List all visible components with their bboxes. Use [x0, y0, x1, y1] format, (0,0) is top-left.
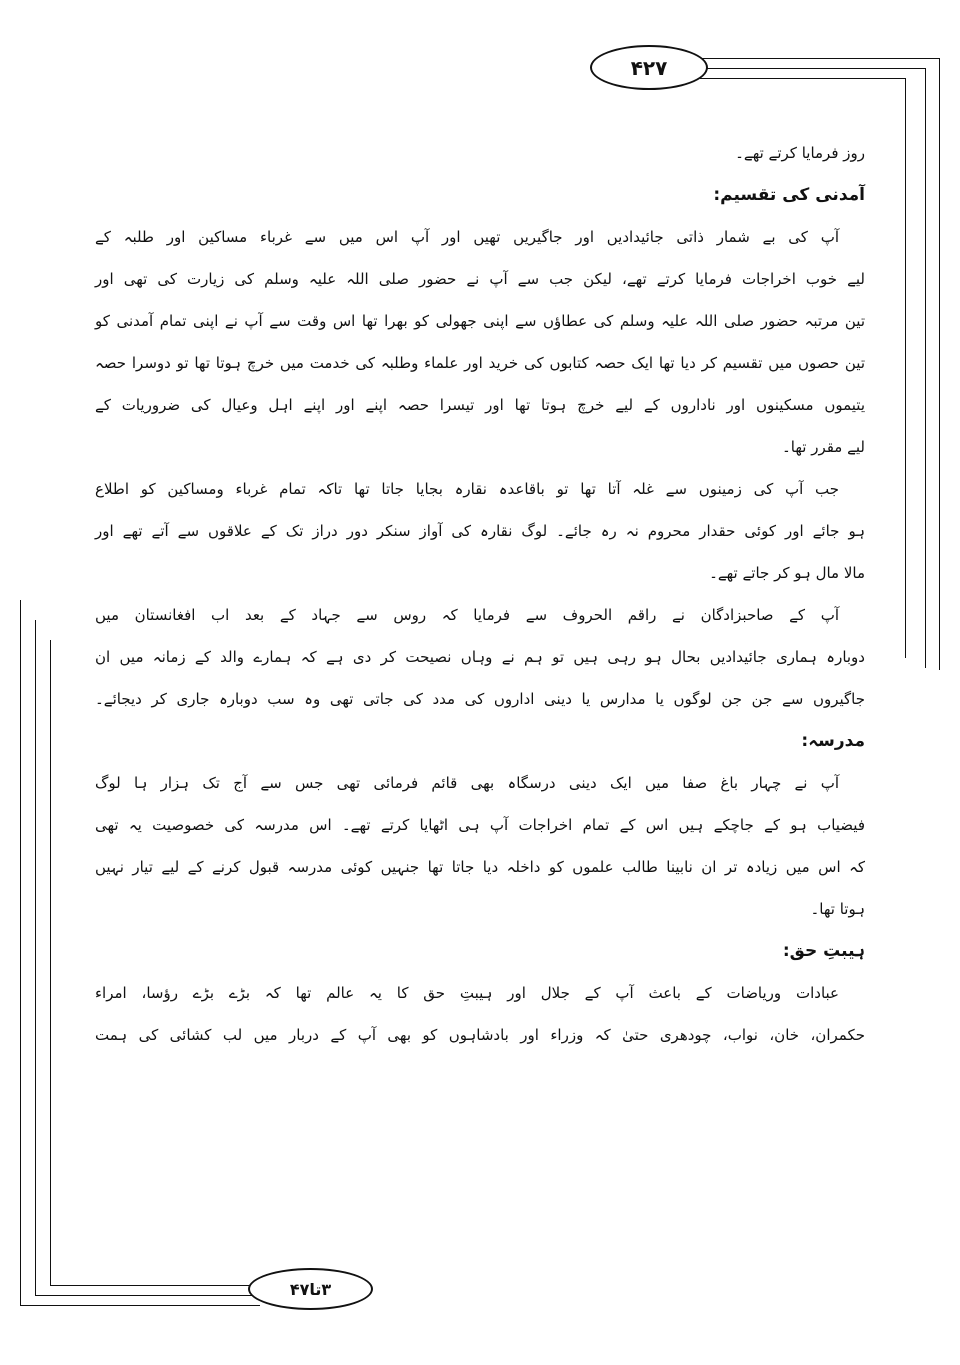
text-line: جب آپ کی زمینوں سے غلہ آتا تھا تو باقاعدہ نقارہ بجایا جاتا تھا تاکہ تمام غرباء ومساکین کو اطلاع [95, 480, 839, 498]
section-heading: آمدنی کی تقسیم: [713, 185, 865, 205]
document-body [95, 132, 865, 1056]
text-line: تین حصوں میں تقسیم کر دیا تھا ایک حصہ کتابوں کی خرید اور علماء وطلبہ کی خدمت میں خرچ ہوتا تھا تو دوسرا حصہ [95, 354, 865, 372]
text-line: آپ کے صاحبزادگان نے راقم الحروف سے فرمایا کہ روس سے جہاد کے بعد اب افغانستان میں [95, 606, 839, 624]
text-line: دوبارہ ہماری جائیدادیں بحال ہو رہی ہیں تو ہم نے وہاں نصیحت کر دی ہے کہ ہمارے والد کے زمانہ میں ان [95, 648, 865, 666]
text-line: لیے خوب اخراجات فرمایا کرتے تھے، لیکن جب سے آپ نے حضور صلی اللہ علیہ وسلم کی زیارت کی تھی اور [95, 270, 865, 288]
text-line: روز فرمایا کرتے تھے۔ [735, 144, 865, 162]
bottom-page-number: ۳تا۴۷ [248, 1268, 373, 1310]
text-line: مالا مال ہو کر جاتے تھے۔ [709, 564, 865, 582]
text-line: ہو جائے اور کوئی حقدار محروم نہ رہ جائے۔ لوگ نقارہ کی آواز سنکر دور دراز تک کے علاقوں سے آتے تھے اور [95, 522, 865, 540]
text-line: کہ اس میں زیادہ تر ان نابینا طالب علموں کو داخلہ دیا جاتا تھا جنہیں کوئی مدرسہ قبول کرنے کے لیے تیار نہیں [95, 858, 865, 876]
text-line: لیے مقرر تھا۔ [781, 438, 865, 456]
text-line: آپ کی بے شمار ذاتی جائیدادیں اور جاگیریں تھیں اور آپ اس میں سے غرباء مساکین اور طلبہ کے [95, 228, 839, 246]
text-line: تین مرتبہ حضور صلی اللہ علیہ وسلم کی عطاؤں سے اپنی جھولی کو بھرا تھا اس وقت سے آپ نے اپنی تمام آمدنی کو [95, 312, 865, 330]
text-line: جاگیروں سے جن جن لوگوں یا مدارس یا دینی اداروں کی مدد کی جاتی تھی وہ سب دوبارہ جاری کر دیجائے۔ [95, 690, 865, 708]
section-heading: مدرسہ: [801, 731, 865, 751]
text-line: یتیموں مسکینوں اور ناداروں کے لیے خرچ ہوتا تھا اور تیسرا حصہ اپنے اور اپنے اہل وعیال کی ضروریات کے [95, 396, 865, 414]
section-heading: ہیبتِ حق: [782, 941, 865, 961]
text-line: حکمران، خان، نواب، چودھری حتیٰ کہ وزراء اور بادشاہوں کو بھی آپ کے دربار میں لب کشائی کی ہمت [95, 1026, 865, 1044]
text-line: آپ نے چہار باغ صفا میں ایک دینی درسگاہ بھی قائم فرمائی تھی جس سے آج تک ہزار ہا لوگ [95, 774, 839, 792]
text-line: ہوتا تھا۔ [810, 900, 865, 918]
text-line: فیضیاب ہو کے جاچکے ہیں اس کے تمام اخراجات آپ ہی اٹھایا کرتے تھے۔ اس مدرسہ کی خصوصیت یہ تھی [95, 816, 865, 834]
top-page-number: ۴۲۷ [590, 45, 708, 90]
text-line: عبادات وریاضات کے باعث آپ کے جلال اور ہیبتِ حق کا یہ عالم تھا کہ بڑے بڑے رؤسا، امراء [95, 984, 839, 1002]
